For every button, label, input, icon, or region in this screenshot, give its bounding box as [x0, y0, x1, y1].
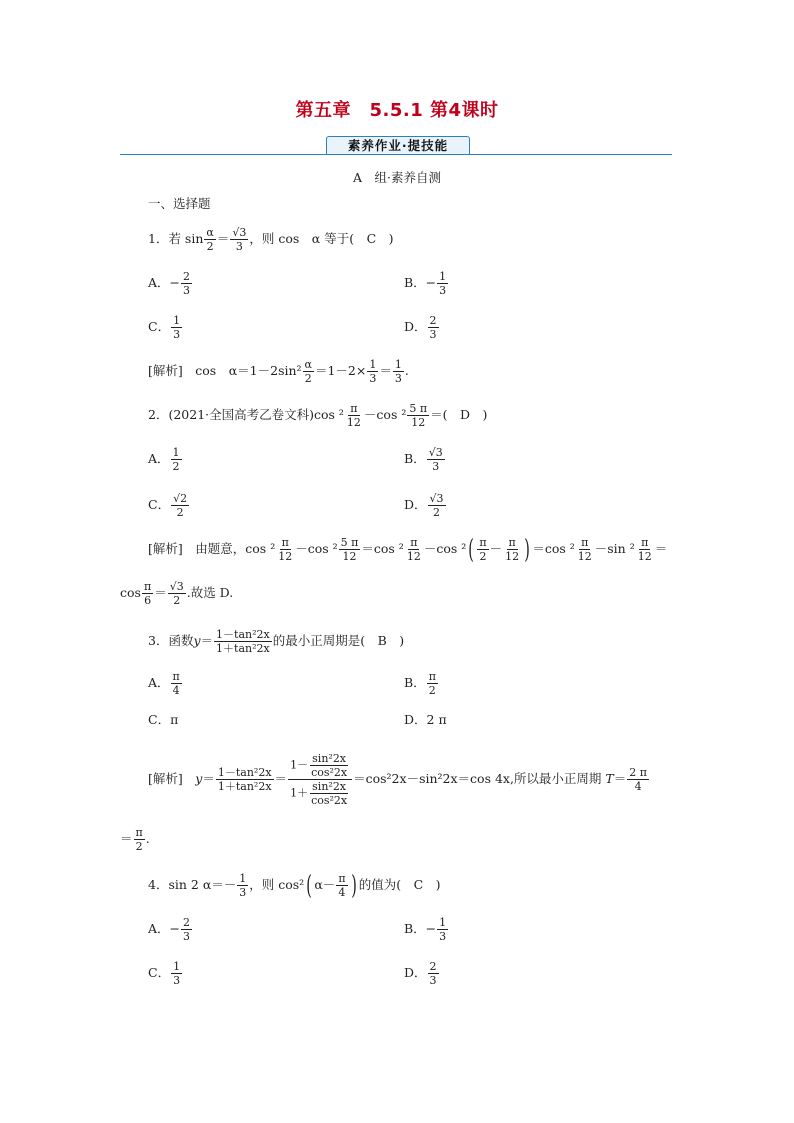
question-3: 3．函数y＝ $\frac{\text{1－tan²2x}}{\text{1＋tan²2x}}$ 的最小正周期是( B )	[148, 628, 405, 655]
q3-option-b[interactable]: B． $\frac{\pi}{2}$	[404, 670, 436, 697]
q2-analysis: [解析] 由题意，cos ² $\frac{\pi}{12}$ －cos ² $\frac{5 \pi}{12}$ ＝cos ² $\frac{\pi}{12}$ －cos ²( $\frac{\pi}{2}$ － $\frac{\pi}{12}$ ) ＝cos ² $\frac{\pi}{12}$ －sin ² $\frac{\pi}{12}$ ＝	[148, 534, 668, 565]
question-4: 4．sin 2 α＝－ $\frac{1}{3}$ ，则 cos²( α－ $\frac{\pi}{4}$ ) 的值为( C )	[148, 870, 441, 901]
q3-analysis-line-2: ＝ $\frac{\pi}{2}$ .	[120, 826, 150, 853]
q2-option-b[interactable]: B． $\frac{√3}{3}$	[404, 446, 443, 473]
page-title: 第五章 5.5.1 第4课时	[295, 100, 499, 121]
q2-option-d[interactable]: D． $\frac{√3}{2}$	[404, 492, 444, 519]
banner-divider	[120, 154, 672, 155]
q2-option-c[interactable]: C． $\frac{√2}{2}$	[148, 492, 188, 519]
fraction: $\frac{\alpha}{2}$	[206, 226, 214, 253]
q4-option-c[interactable]: C． $\frac{1}{3}$	[148, 960, 181, 987]
q3-option-d[interactable]: D．2 π	[404, 712, 447, 727]
question-2: 2．(2021·全国高考乙卷文科)cos ² $\frac{\pi}{12}$ －cos ² $\frac{5 \pi}{12}$ ＝( D )	[148, 402, 488, 429]
q3-option-a[interactable]: A． $\frac{\pi}{4}$	[148, 670, 180, 697]
q2-analysis-line-2: cos $\frac{\pi}{6}$ ＝ $\frac{√3}{2}$ .故选 D.	[120, 580, 234, 607]
q1-option-b[interactable]: B．− $\frac{1}{3}$	[404, 270, 447, 297]
section-banner: 素养作业·提技能	[326, 136, 470, 155]
question-1: 1．若 sin $\frac{\alpha}{2}$ ＝ $\frac{√3}{3}$ ，则 cos α 等于( C )	[148, 226, 394, 253]
q4-option-a[interactable]: A．− $\frac{2}{3}$	[148, 916, 191, 943]
complex-fraction: 1－ $\frac{\text{sin²2x}}{\text{cos²2x}}$ 1＋ $\frac{\text{sin²2x}}{\text{cos²2x}}$	[288, 752, 352, 807]
q1-analysis: [解析] cos α＝1－2sin² $\frac{\alpha}{2}$ ＝1－2× $\frac{1}{3}$ ＝ $\frac{1}{3}$ .	[148, 358, 409, 385]
q1-option-c[interactable]: C． $\frac{1}{3}$	[148, 314, 181, 341]
q3-option-c[interactable]: C．π	[148, 712, 179, 727]
fraction: $\frac{√3}{3}$	[232, 226, 247, 253]
section-heading: 一、选择题	[148, 196, 211, 211]
q2-option-a[interactable]: A． $\frac{1}{2}$	[148, 446, 180, 473]
q1-option-d[interactable]: D． $\frac{2}{3}$	[404, 314, 437, 341]
q3-analysis: [解析] y＝ $\frac{\text{1－tan²2x}}{\text{1＋tan²2x}}$ ＝ 1－ $\frac{\text{sin²2x}}{\text{cos²2x}}$ 1＋ $\frac{\text{sin²2x}}{\text{cos²2x}}$ ＝cos²2x－sin²2x＝cos 4x,所以最小正周期 T＝ $\frac{2 \pi}{4}$	[148, 752, 648, 807]
q1-option-a[interactable]: A．− $\frac{2}{3}$	[148, 270, 191, 297]
group-heading: A 组·素养自测	[352, 170, 441, 185]
q4-option-b[interactable]: B．− $\frac{1}{3}$	[404, 916, 447, 943]
q4-option-d[interactable]: D． $\frac{2}{3}$	[404, 960, 437, 987]
